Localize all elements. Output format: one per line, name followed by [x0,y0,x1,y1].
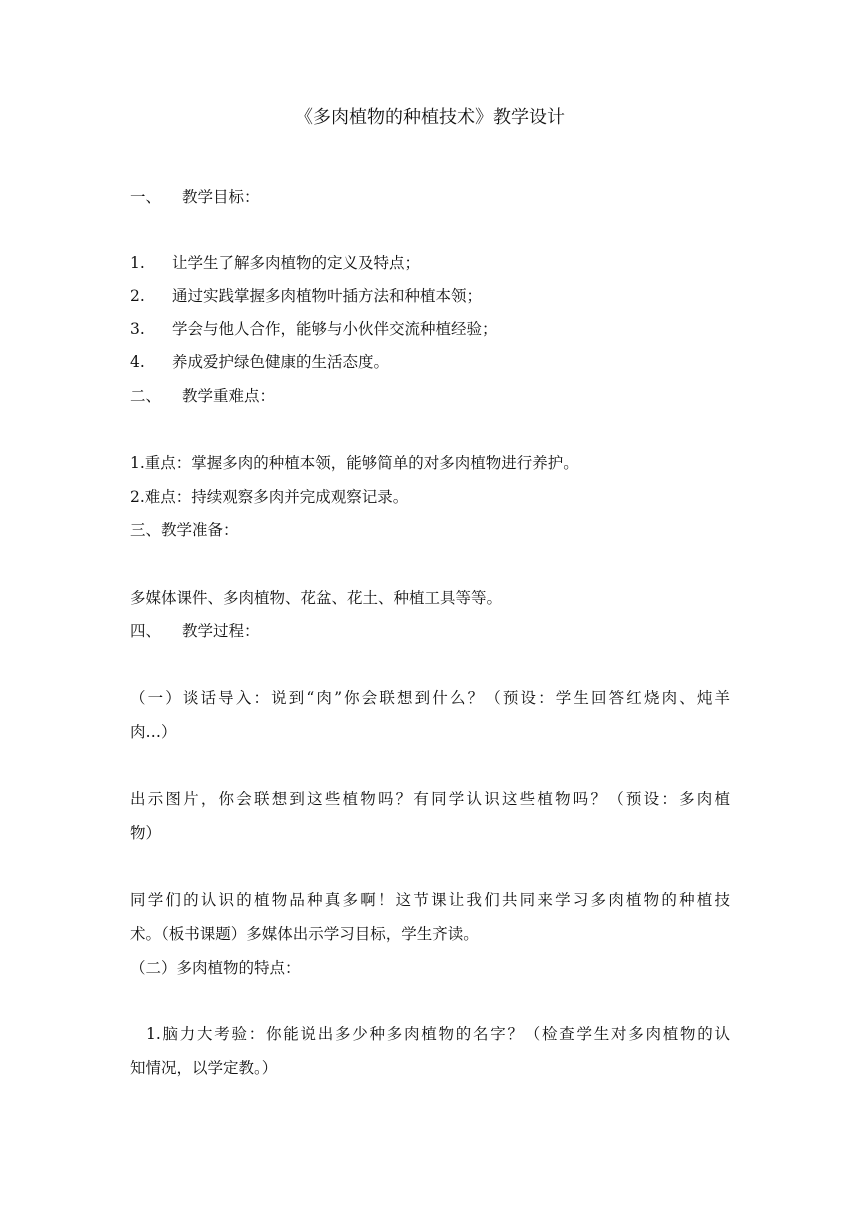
paragraph-line: （一）谈话导入：说到“肉”你会联想到什么？（预设：学生回答红烧肉、炖羊 [130,689,730,707]
list-text: 通过实践掌握多肉植物叶插方法和种植本领； [172,287,483,305]
list-item [130,318,498,340]
list-number: 4. [130,353,145,371]
subsection-heading: （二）多肉植物的特点： [130,959,301,977]
section-number: 一、 [130,188,162,206]
section-heading-key-points [130,385,275,407]
list-item [130,351,389,373]
list-text: 养成爱护绿色健康的生活态度。 [172,353,390,371]
list-number: 2. [130,287,145,305]
materials-text: 多媒体课件、多肉植物、花盆、花土、种植工具等等。 [130,589,503,607]
section-heading-preparation: 三、教学准备： [130,521,239,539]
key-point-item: 1.重点：掌握多肉的种植本领，能够简单的对多肉植物进行养护。 [130,454,579,472]
section-heading-objectives [130,186,260,208]
list-item [130,252,420,274]
section-label: 教学重难点： [182,387,276,405]
section-label: 教学过程： [182,622,260,640]
section-number: 二、 [130,387,162,405]
list-item [130,285,482,307]
section-heading-process [130,620,260,642]
list-text: 学会与他人合作，能够与小伙伴交流种植经验； [172,320,498,338]
paragraph-line: 物） [130,824,162,842]
paragraph-line: 同学们的认识的植物品种真多啊！这节课让我们共同来学习多肉植物的种植技 [130,891,730,909]
key-point-item: 2.难点：持续观察多肉并完成观察记录。 [130,488,409,506]
paragraph-line: 术。（板书课题）多媒体出示学习目标，学生齐读。 [130,925,479,943]
list-number: 1. [130,254,145,272]
section-number: 四、 [130,622,162,640]
paragraph-line: 1.脑力大考验：你能说出多少种多肉植物的名字？（检查学生对多肉植物的认 [146,1025,730,1043]
list-text: 让学生了解多肉植物的定义及特点； [172,254,421,272]
paragraph-line: 出示图片，你会联想到这些植物吗？有同学认识这些植物吗？（预设：多肉植 [130,790,730,808]
paragraph-line: 肉…） [130,723,177,741]
list-number: 3. [130,320,145,338]
document-title: 《多肉植物的种植技术》教学设计 [295,107,565,128]
section-label: 教学目标： [182,188,260,206]
paragraph-line: 知情况，以学定教。） [130,1059,278,1077]
